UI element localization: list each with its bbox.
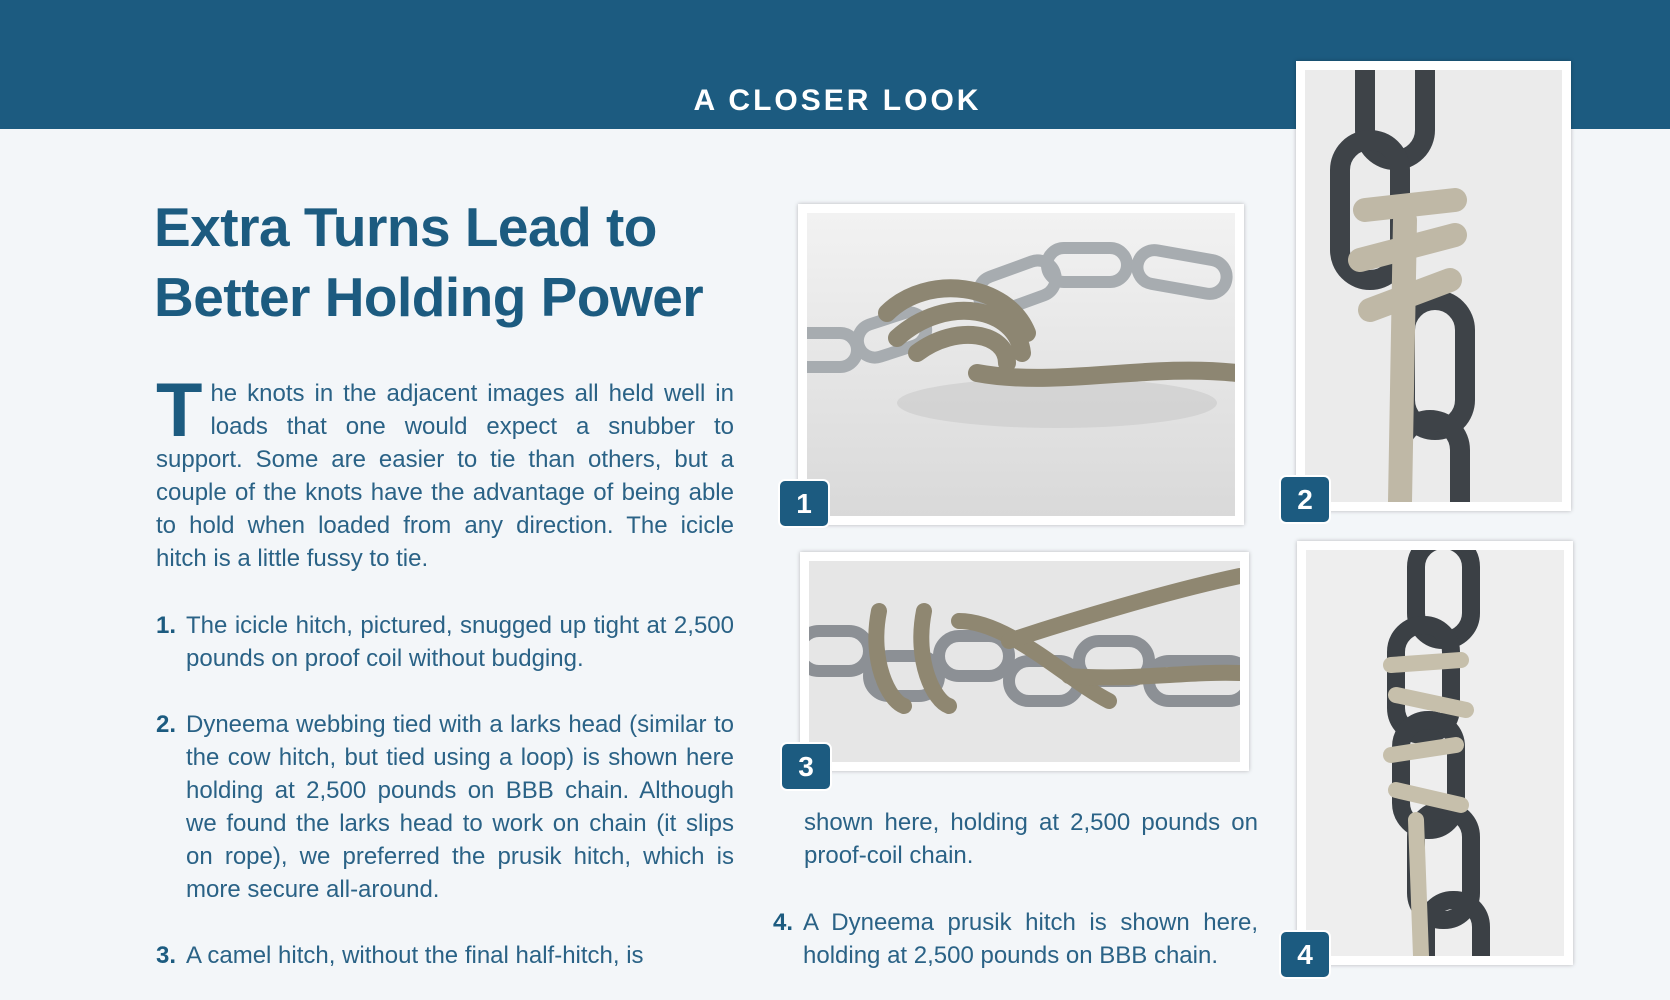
camel-hitch-photo bbox=[809, 561, 1240, 762]
item-text: The icicle hitch, pictured, snugged up tight at 2,500 pounds on proof coil without budging. bbox=[186, 612, 734, 672]
item-text: A camel hitch, without the final half-hitch, is bbox=[186, 942, 644, 969]
icicle-hitch-photo bbox=[807, 213, 1235, 516]
photo-badge-2: 2 bbox=[1279, 475, 1331, 524]
larks-head-photo bbox=[1305, 70, 1562, 502]
photo-badge-3: 3 bbox=[780, 742, 832, 791]
photo-badge-4: 4 bbox=[1279, 930, 1331, 979]
item-number: 1. bbox=[156, 612, 177, 639]
drop-cap: T bbox=[156, 368, 203, 453]
photo-4 bbox=[1297, 541, 1573, 965]
intro-paragraph bbox=[156, 368, 734, 575]
list-item bbox=[156, 609, 734, 675]
photo-badge-1: 1 bbox=[778, 479, 830, 528]
photo-1 bbox=[798, 204, 1244, 525]
photo-3 bbox=[800, 552, 1249, 771]
list-item bbox=[156, 708, 734, 906]
item-number: 2. bbox=[156, 711, 177, 738]
item-number: 4. bbox=[773, 909, 794, 936]
item-number: 3. bbox=[156, 942, 177, 969]
item-text: A Dyneema prusik hitch is shown here, holding at 2,500 pounds on BBB chain. bbox=[803, 909, 1258, 969]
intro-text: he knots in the adjacent images all held well in loads that one would expect a snubber to support. Some are easier to tie than others, but a couple of the knots have the advantage of being able to hold when loaded from any direction. The icicle hitch is a little fussy to tie. bbox=[156, 380, 734, 572]
list-item bbox=[773, 906, 1258, 972]
prusik-hitch-photo bbox=[1306, 550, 1564, 956]
item-text-continued: shown here, holding at 2,500 pounds on proof-coil chain. bbox=[804, 809, 1258, 869]
item-text: Dyneema webbing tied with a larks head (similar to the cow hitch, but tied using a loop) is shown here holding at 2,500 pounds on BBB chain. Although we found the larks head to work on chain (it slips on rope), we preferred the prusik hitch, which is more secure all-around. bbox=[186, 711, 734, 903]
page-title bbox=[154, 192, 774, 332]
headline-line-1: Extra Turns Lead to bbox=[154, 196, 657, 258]
list-item-continued bbox=[804, 806, 1258, 872]
photo-2 bbox=[1296, 61, 1571, 511]
section-label: A CLOSER LOOK bbox=[693, 84, 982, 117]
headline-line-2: Better Holding Power bbox=[154, 266, 704, 328]
list-item bbox=[156, 939, 734, 972]
